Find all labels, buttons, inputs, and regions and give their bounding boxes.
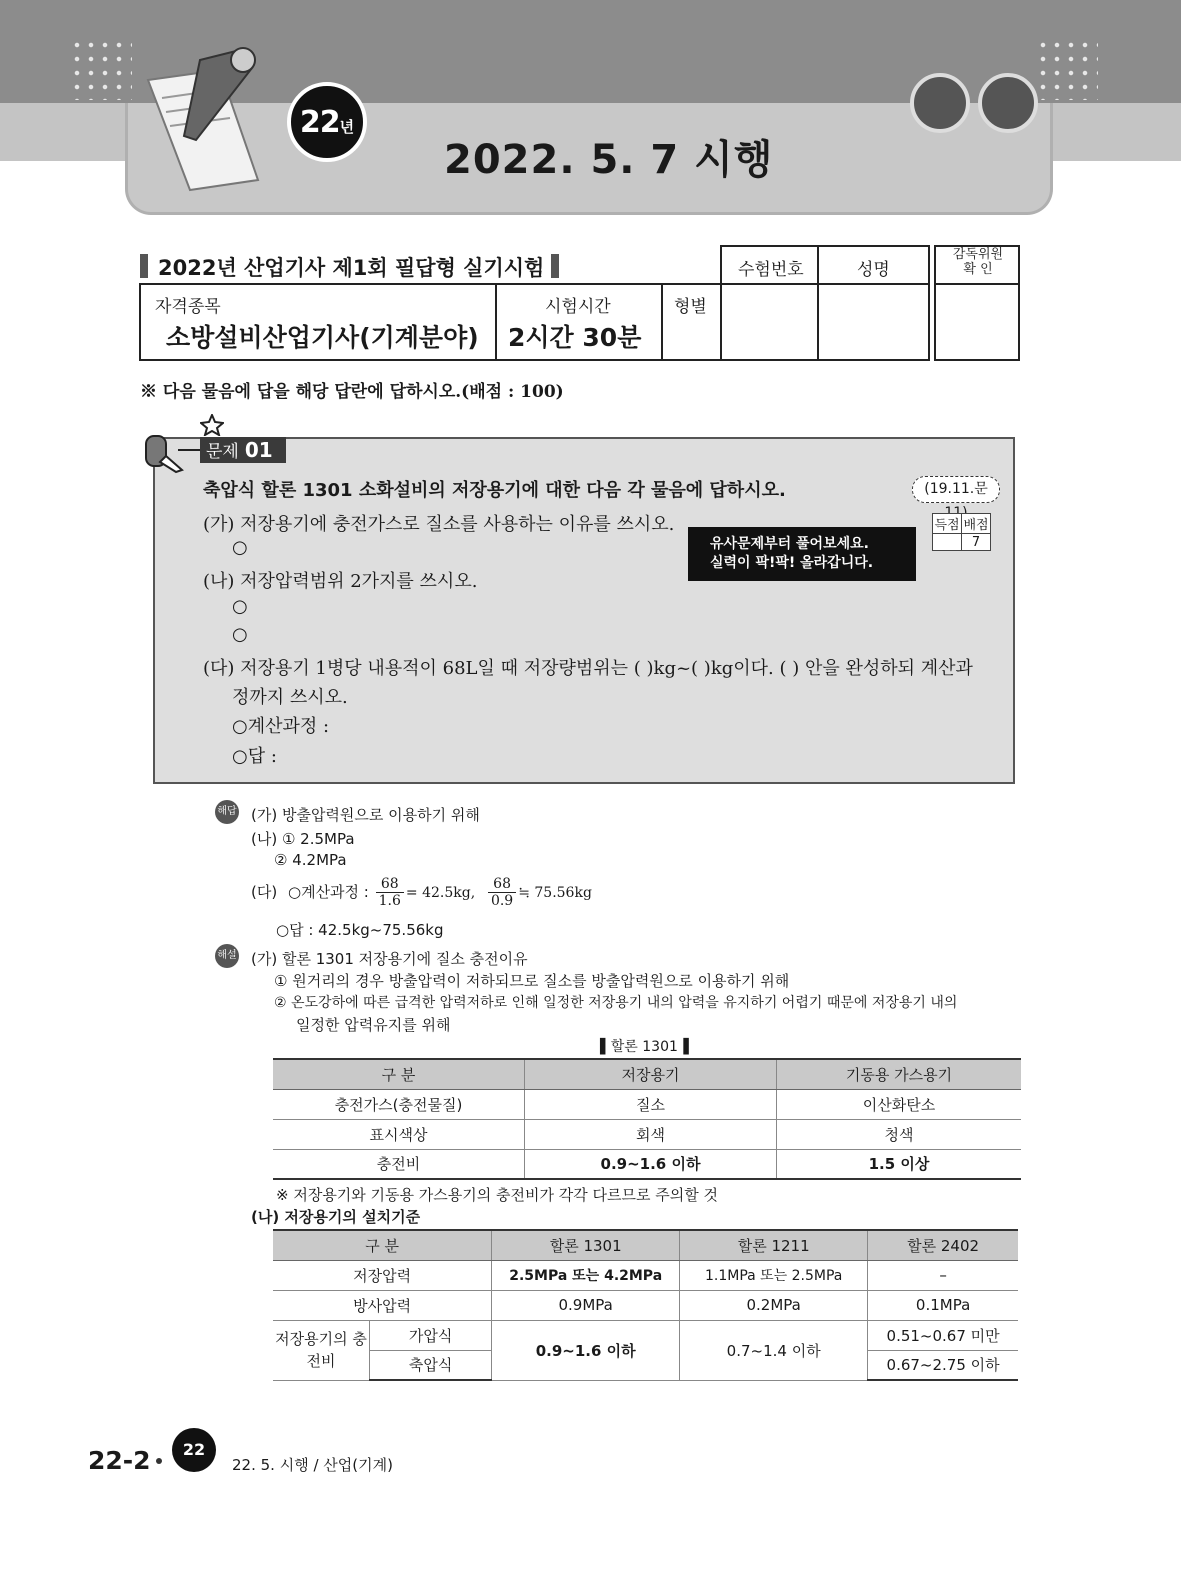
page-number: 22-2 bbox=[88, 1446, 151, 1475]
table1-cell: 0.9~1.6 이하 bbox=[525, 1149, 777, 1179]
table1-header: 구 분 bbox=[273, 1059, 525, 1089]
answer-tag: 해답 bbox=[215, 800, 239, 824]
table2-header: 할론 1211 bbox=[680, 1230, 868, 1260]
supervisor-label: 감독위원 확 인 bbox=[952, 247, 1004, 277]
time-label: 시험시간 bbox=[545, 297, 611, 317]
explanation-heading-a: (가) 할론 1301 저장용기에 질소 충전이유 bbox=[251, 950, 528, 968]
answer-b1: (나) ① 2.5MPa bbox=[251, 830, 355, 848]
table1-cell: 질소 bbox=[525, 1089, 777, 1119]
halon-1301-table bbox=[273, 1058, 1021, 1180]
title-bar-mark-left bbox=[140, 254, 148, 278]
table-row bbox=[273, 1320, 1018, 1350]
photo-circle-right bbox=[978, 73, 1038, 133]
fraction-1-result: = 42.5kg, bbox=[405, 885, 476, 901]
candidate-number-label: 수험번호 bbox=[738, 260, 804, 280]
table1-cell: 1.5 이상 bbox=[777, 1149, 1022, 1179]
score-table bbox=[932, 513, 991, 551]
table1-cell: 이산화탄소 bbox=[777, 1089, 1022, 1119]
answer-c-calc bbox=[251, 876, 592, 909]
pencil-paper-icon bbox=[140, 40, 270, 200]
title-bar-mark-right bbox=[551, 254, 559, 278]
table1-cell: 표시색상 bbox=[273, 1119, 525, 1149]
table1-cell: 충전비 bbox=[273, 1149, 525, 1179]
table-row bbox=[273, 1290, 1018, 1320]
exam-title: 2022년 산업기사 제1회 필답형 실기시험 bbox=[158, 256, 545, 280]
qualification-value: 소방설비산업기사(기계분야) bbox=[166, 323, 479, 352]
table2-cell: 0.2MPa bbox=[680, 1290, 868, 1320]
question-stem: 축압식 할론 1301 소화설비의 저장용기에 대한 다음 각 물음에 답하시오. bbox=[203, 480, 786, 501]
explanation-line-3: 일정한 압력유지를 위해 bbox=[296, 1016, 451, 1034]
table1-cell: 회색 bbox=[525, 1119, 777, 1149]
divider bbox=[720, 283, 930, 285]
explanation-tag: 해설 bbox=[215, 944, 239, 968]
table2-header: 할론 1301 bbox=[492, 1230, 680, 1260]
calc-process-label: ○계산과정 : bbox=[232, 716, 330, 737]
table2-cell: 0.67~2.75 이하 bbox=[868, 1350, 1018, 1380]
name-label: 성명 bbox=[857, 260, 890, 280]
divider bbox=[934, 283, 1020, 285]
footer-year-badge: 22 bbox=[172, 1428, 216, 1472]
explanation-note: ※ 저장용기와 기동용 가스용기의 충전비가 각각 다르므로 주의할 것 bbox=[276, 1186, 718, 1204]
question-part-c-cont: 정까지 쓰시오. bbox=[232, 687, 348, 708]
fraction-2 bbox=[488, 876, 516, 909]
footer-text: 22. 5. 시행 / 산업(기계) bbox=[232, 1456, 393, 1474]
year-badge bbox=[287, 82, 367, 162]
divider bbox=[661, 283, 663, 361]
table-row bbox=[273, 1089, 1021, 1119]
table2-cell: 2.5MPa 또는 4.2MPa bbox=[492, 1260, 680, 1290]
table1-caption: ▌할론 1301▐ bbox=[600, 1039, 689, 1055]
table-row bbox=[273, 1260, 1018, 1290]
answer-label: ○답 : bbox=[232, 746, 277, 767]
answer-c-prefix: (다) bbox=[251, 883, 278, 901]
dot-pattern-left bbox=[70, 38, 132, 100]
table1-cell: 충전가스(충전물질) bbox=[273, 1089, 525, 1119]
divider bbox=[495, 283, 497, 361]
fraction-1-numerator: 68 bbox=[376, 876, 404, 893]
table-row bbox=[273, 1119, 1021, 1149]
fraction-2-denominator: 0.9 bbox=[490, 893, 514, 909]
fraction-1-denominator: 1.6 bbox=[378, 893, 401, 909]
fraction-2-result: ≒ 75.56kg bbox=[518, 885, 592, 901]
table2-cell: 0.9~1.6 이하 bbox=[492, 1320, 680, 1380]
explanation-line-1: ① 원거리의 경우 방출압력이 저하되므로 질소를 방출압력원으로 이용하기 위해 bbox=[274, 972, 790, 990]
table1-cell: 청색 bbox=[777, 1119, 1022, 1149]
storage-container-table bbox=[273, 1229, 1018, 1381]
table2-header: 할론 2402 bbox=[868, 1230, 1018, 1260]
reference-tag: (19.11.문 bbox=[912, 476, 1000, 503]
question-part-b: (나) 저장압력범위 2가지를 쓰시오. bbox=[203, 571, 478, 592]
dot-pattern-right bbox=[1036, 38, 1098, 100]
table2-cell: – bbox=[868, 1260, 1018, 1290]
promo-line-2: 실력이 팍!팍! 올라갑니다. bbox=[710, 555, 874, 571]
table2-cell: 축압식 bbox=[370, 1350, 492, 1380]
explanation-line-2: ② 온도강하에 따른 급격한 압력저하로 인해 일정한 저장용기 내의 압력을 유지하기 어렵기 때문에 저장용기 내의 bbox=[274, 995, 958, 1011]
table2-cell: 0.51~0.67 미만 bbox=[868, 1320, 1018, 1350]
time-value: 2시간 30분 bbox=[508, 323, 642, 352]
question-number: 01 bbox=[244, 438, 273, 462]
table2-cell: 방사압력 bbox=[273, 1290, 492, 1320]
answer-b2: ② 4.2MPa bbox=[274, 851, 347, 869]
pointer-hand-icon bbox=[138, 432, 204, 474]
score-header-points: 배점 bbox=[962, 514, 991, 534]
type-label: 형별 bbox=[674, 297, 707, 317]
answer-c-final: ○답 : 42.5kg~75.56kg bbox=[276, 921, 444, 939]
promo-banner bbox=[688, 527, 916, 581]
year-badge-unit: 년 bbox=[339, 118, 355, 136]
table2-cell: 저장압력 bbox=[273, 1260, 492, 1290]
table2-cell: 0.9MPa bbox=[492, 1290, 680, 1320]
footer-dot bbox=[156, 1458, 162, 1464]
table2-header: 구 분 bbox=[273, 1230, 492, 1260]
table2-cell: 0.7~1.4 이하 bbox=[680, 1320, 868, 1380]
photo-circle-left bbox=[910, 73, 970, 133]
answer-bullet: ○ bbox=[232, 596, 248, 617]
table1-header: 저장용기 bbox=[525, 1059, 777, 1089]
question-part-a: (가) 저장용기에 충전가스로 질소를 사용하는 이유를 쓰시오. bbox=[203, 514, 675, 535]
year-badge-number: 22 bbox=[299, 105, 340, 140]
exam-date-title: 2022. 5. 7 시행 bbox=[444, 137, 774, 183]
promo-line-1: 유사문제부터 풀어보세요. bbox=[710, 536, 869, 552]
score-header-earned: 득점 bbox=[933, 514, 962, 534]
instruction-text: ※ 다음 물음에 답을 해당 답란에 답하시오.(배점 : 100) bbox=[140, 382, 564, 402]
table2-cell: 가압식 bbox=[370, 1320, 492, 1350]
answer-a: (가) 방출압력원으로 이용하기 위해 bbox=[251, 806, 480, 824]
table2-cell: 0.1MPa bbox=[868, 1290, 1018, 1320]
divider bbox=[817, 245, 819, 361]
fraction-1 bbox=[376, 876, 404, 909]
explanation-heading-b: (나) 저장용기의 설치기준 bbox=[251, 1208, 421, 1226]
score-points-value: 7 bbox=[962, 534, 991, 551]
table2-fill-label: 저장용기의 충전비 bbox=[273, 1320, 370, 1380]
answer-bullet: ○ bbox=[232, 537, 248, 558]
table1-header: 기동용 가스용기 bbox=[777, 1059, 1022, 1089]
answer-c-calc-label: ○계산과정 : bbox=[287, 883, 369, 901]
answer-bullet: ○ bbox=[232, 624, 248, 645]
question-number-tag bbox=[200, 437, 286, 463]
question-label: 문제 bbox=[206, 442, 239, 462]
qualification-label: 자격종목 bbox=[155, 297, 221, 317]
score-earned-cell bbox=[933, 534, 962, 551]
table2-cell: 1.1MPa 또는 2.5MPa bbox=[680, 1260, 868, 1290]
fraction-2-numerator: 68 bbox=[488, 876, 516, 893]
table-row bbox=[273, 1149, 1021, 1179]
question-part-c: (다) 저장용기 1병당 내용적이 68L일 때 저장량범위는 ( )kg~( )kg이다. ( ) 안을 완성하되 계산과 bbox=[203, 658, 973, 679]
